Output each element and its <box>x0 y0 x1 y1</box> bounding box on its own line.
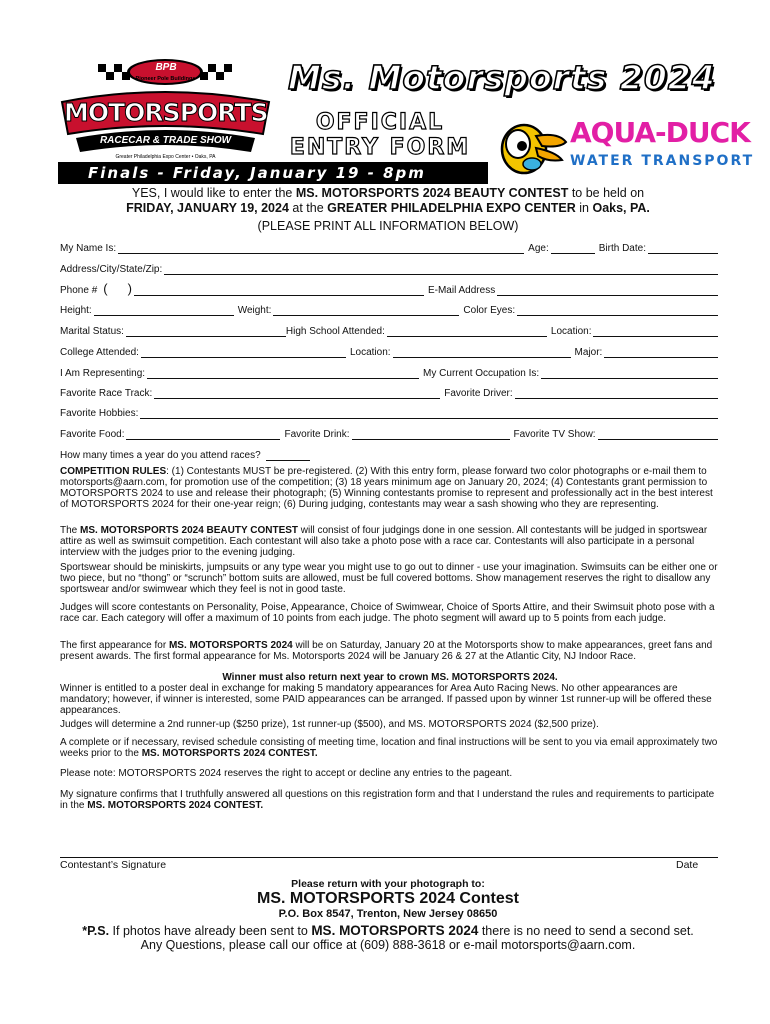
tv-label: Favorite TV Show: <box>513 429 596 440</box>
signature-label-bold: MS. MOTORSPORTS 2024 CONTEST. <box>87 800 264 811</box>
beauty-pre: The <box>60 525 81 536</box>
driver-label: Favorite Driver: <box>444 388 513 399</box>
postscript <box>58 924 718 952</box>
logo-venue-text: Greater Philadelphia Expo Center • Oaks, PA <box>115 154 216 160</box>
beauty-label: MS. MOTORSPORTS 2024 BEAUTY CONTEST <box>80 525 299 536</box>
food-label: Favorite Food: <box>60 429 125 440</box>
signature-text: My signature confirms that I truthfully answered all questions on this registration form and that I understand the rules and requirements to participate in the <box>60 789 715 811</box>
sponsor-subtitle: WATER TRANSPORT <box>570 153 755 169</box>
area-code-field[interactable] <box>110 286 124 296</box>
address-field[interactable] <box>164 264 718 275</box>
intro-b3: GREATER PHILADELPHIA EXPO CENTER <box>327 201 576 215</box>
print-instruction: (PLEASE PRINT ALL INFORMATION BELOW) <box>257 219 519 233</box>
college-location-label: Location: <box>349 347 391 358</box>
intro-b1: MS. MOTORSPORTS 2024 BEAUTY CONTEST <box>295 186 569 200</box>
college-field[interactable] <box>141 347 346 358</box>
form-heading-line1: OFFICIAL <box>315 110 445 135</box>
first-label: MS. MOTORSPORTS 2024 <box>168 640 293 651</box>
occupation-field[interactable] <box>541 368 718 379</box>
page-title: Ms. Motorsports 2024 <box>288 58 716 97</box>
form-heading-line2: ENTRY FORM <box>289 135 471 160</box>
race-track-field[interactable] <box>154 388 440 399</box>
sponsor-name: AQUA-DUCK <box>570 116 750 149</box>
weight-label: Weight: <box>237 305 272 316</box>
motorsports-logo <box>58 58 273 170</box>
weight-field[interactable] <box>273 305 459 316</box>
area-code-close: ) <box>127 281 132 296</box>
address-label: Address/City/State/Zip: <box>60 264 163 275</box>
row-racing <box>60 385 718 399</box>
row-school <box>60 323 718 337</box>
hobbies-label: Favorite Hobbies: <box>60 408 139 419</box>
row-favorites <box>60 426 718 440</box>
contest-name: MS. MOTORSPORTS 2024 Contest <box>257 890 519 907</box>
intro-p3: at the <box>288 201 328 215</box>
major-label: Major: <box>574 347 603 358</box>
intro-p4: in <box>575 201 593 215</box>
ps-label: *P.S. <box>82 924 110 938</box>
age-field[interactable] <box>551 243 595 254</box>
high-school-label: High School Attended: <box>285 326 385 337</box>
eye-color-label: Color Eyes: <box>463 305 516 316</box>
logo-subtext: Pioneer Pole Buildings <box>135 76 196 82</box>
phone-field[interactable] <box>134 285 424 296</box>
phone-label: Phone # <box>60 285 98 296</box>
row-college <box>60 344 718 358</box>
drink-label: Favorite Drink: <box>284 429 350 440</box>
representing-label: I Am Representing: <box>60 368 146 379</box>
name-field[interactable] <box>118 243 524 254</box>
occupation-label: My Current Occupation Is: <box>423 368 540 379</box>
judges-paragraph: Judges will score contestants on Personality, Poise, Appearance, Choice of Swimwear, Choice of Sports Attire, and their Swimsuit photo pose with a race car. Each category will offer a maximum of 10 points from each judge. The photo segment will award up to 5 points from each judge. <box>60 602 715 624</box>
intro-p1: YES, I would like to enter the <box>131 186 296 200</box>
representing-field[interactable] <box>147 368 419 379</box>
intro-b4: Oaks, PA. <box>592 201 650 215</box>
signature-paragraph <box>60 789 720 811</box>
hs-location-label: Location: <box>550 326 592 337</box>
row-races-per-year <box>60 447 360 461</box>
major-field[interactable] <box>604 347 718 358</box>
beauty-contest-paragraph <box>60 525 720 558</box>
schedule-paragraph <box>60 737 720 759</box>
email-label: E-Mail Address <box>427 285 496 296</box>
eye-color-field[interactable] <box>517 305 718 316</box>
row-address <box>60 261 718 275</box>
logo-top-text: BPB <box>155 62 177 73</box>
races-per-year-field[interactable] <box>266 450 310 461</box>
logo-band-text: RACECAR & TRADE SHOW <box>99 135 232 146</box>
competition-rules-text: : (1) Contestants MUST be pre-registered. (2) With this entry form, please forward two color photographs or e-mail them to motorsports@aarn.com, for promotion use of the competition; (3) 18 years minimum age on January 20, 2024; (4) Contestants grant permission to MOTORSPORTS 2024 to use and release their photograph; (5) Winning contestants promise to represent and professionally act in the best interest of MOTORSPORTS 2024 for their one-year reign; (6) During judging, contestants may wear a sash showing who they are representing. <box>60 466 713 510</box>
ps-text1: If photos have already been sent to <box>109 924 312 938</box>
winner-return-heading: Winner must also return next year to crown MS. MOTORSPORTS 2024. <box>222 672 558 683</box>
high-school-field[interactable] <box>387 326 547 337</box>
first-pre: The first appearance for <box>60 640 169 651</box>
marital-field[interactable] <box>126 326 286 337</box>
winner-paragraph: Winner is entitled to a poster deal in exchange for making 5 mandatory appearances for Area Auto Racing News. No other appearances are mandatory; however, if winner is interested, some PAID appearances can be arranged. If passed upon by winner 1st runner-up will be offered these appearances. <box>60 683 712 716</box>
race-track-label: Favorite Race Track: <box>60 388 153 399</box>
birth-date-field[interactable] <box>648 243 718 254</box>
intro-text <box>58 186 718 216</box>
competition-rules <box>60 466 720 510</box>
tv-field[interactable] <box>598 429 718 440</box>
row-representing <box>60 365 718 379</box>
row-phone <box>60 282 718 296</box>
height-label: Height: <box>60 305 92 316</box>
schedule-text: A complete or if necessary, revised schedule consisting of meeting time, location and final instructions will be sent to you via email approximately two weeks prior to the <box>60 737 718 759</box>
date-label: Date <box>676 859 699 871</box>
prizes-paragraph: Judges will determine a 2nd runner-up ($250 prize), 1st runner-up ($500), and MS. MOTORSPORTS 2024 ($2,500 prize). <box>60 719 599 730</box>
row-hobbies <box>60 405 718 419</box>
intro-b2: FRIDAY, JANUARY 19, 2024 <box>126 201 289 215</box>
first-appearance-paragraph <box>60 640 720 662</box>
sportswear-paragraph: Sportswear should be miniskirts, jumpsuits or any type wear you might use to go out to dinner - use your imagination. Swimsuits can be either one or two piece, but no “thong” or “scrunch” bottom suits are allowed, must be full covered bottoms. Show management reserves the right to disallow any sportswear and/or swimwear which they feel is not in good taste. <box>60 562 718 595</box>
return-instruction: Please return with your photograph to: <box>291 878 485 890</box>
hs-location-field[interactable] <box>593 326 718 337</box>
email-field[interactable] <box>497 285 718 296</box>
food-field[interactable] <box>126 429 280 440</box>
logo-main-text: MOTORSPORTS <box>64 98 268 127</box>
first-text: will be on Saturday, January 20 at the Motorsports show to make appearances, greet fans and present awards. The first formal appearance for Ms. Motorsports 2024 will be January 26 & 27 at the Atlantic City, NJ Indoor Race. <box>60 640 713 662</box>
marital-label: Marital Status: <box>60 326 124 337</box>
intro-p2: to be held on <box>568 186 645 200</box>
age-label: Age: <box>528 243 549 254</box>
contact-line: Any Questions, please call our office at (609) 888-3618 or e-mail motorsports@aarn.com. <box>140 938 636 952</box>
schedule-label: MS. MOTORSPORTS 2024 CONTEST. <box>141 748 318 759</box>
birth-date-label: Birth Date: <box>598 243 646 254</box>
beauty-text: will consist of four judgings done in one session. All contestants will be judged in sportswear attire as well as swimsuit competition. Each contestant will also take a photo pose with a race car. Contestants will also participate in a personal interview with the judges prior to the evening judging. <box>60 525 708 558</box>
mailing-address: P.O. Box 8547, Trenton, New Jersey 08650 <box>278 908 498 920</box>
signature-line[interactable] <box>60 857 718 858</box>
drink-field[interactable] <box>352 429 510 440</box>
competition-rules-label: COMPETITION RULES <box>60 466 167 477</box>
ps-bold: MS. MOTORSPORTS 2024 <box>311 923 479 938</box>
college-label: College Attended: <box>60 347 139 358</box>
note-paragraph: Please note: MOTORSPORTS 2024 reserves the right to accept or decline any entries to the pageant. <box>60 768 513 779</box>
height-field[interactable] <box>94 305 234 316</box>
area-code-open: ( <box>103 281 108 296</box>
races-per-year-label: How many times a year do you attend races? <box>60 450 261 461</box>
ps-text2: there is no need to send a second set. <box>478 924 694 938</box>
name-label: My Name Is: <box>60 243 117 254</box>
contestant-signature-label: Contestant’s Signature <box>60 859 167 871</box>
college-location-field[interactable] <box>393 347 571 358</box>
driver-field[interactable] <box>515 388 718 399</box>
form-heading <box>270 110 490 160</box>
hobbies-field[interactable] <box>140 408 718 419</box>
finals-banner: Finals - Friday, January 19 - 8pm <box>58 162 488 184</box>
duck-mascot-icon <box>496 116 568 178</box>
row-name <box>60 240 718 254</box>
row-physical <box>60 302 718 316</box>
